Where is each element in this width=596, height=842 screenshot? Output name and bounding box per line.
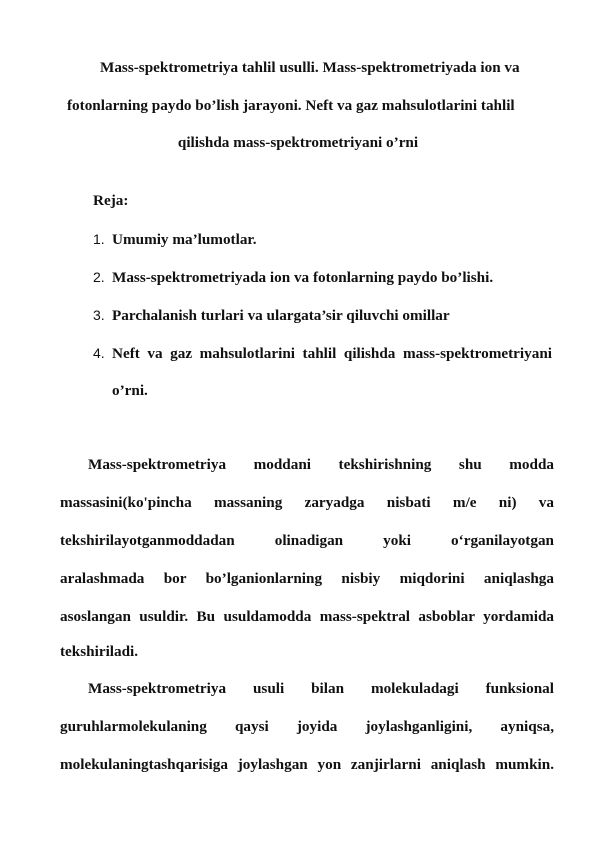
plan-item-2 xyxy=(93,267,553,288)
plan-item-number: 1. xyxy=(93,231,105,247)
paragraph-line: tekshiriladi. xyxy=(60,643,139,660)
plan-item-number: 2. xyxy=(93,269,105,285)
plan-item-3 xyxy=(93,305,553,326)
plan-item-text: Mass-spektrometriyada ion va fotonlarning paydo bo’lishi. xyxy=(112,269,494,286)
plan-item-1 xyxy=(93,229,553,250)
plan-item-4 xyxy=(93,343,553,364)
plan-heading: Reja: xyxy=(93,192,129,209)
paragraph-line: aralashmada bor bo’lganionlarning nisbiy miqdorini aniqlashga xyxy=(60,570,554,587)
paragraph-line: Mass-spektrometriya usuli bilan molekuladagi funksional xyxy=(88,680,554,697)
title-line-1: Mass-spektrometriya tahlil usulli. Mass-spektrometriyada ion va xyxy=(100,59,520,76)
plan-item-number: 4. xyxy=(93,345,105,361)
plan-item-text: Parchalanish turlari va ulargata’sir qiluvchi omillar xyxy=(112,307,450,324)
plan-item-4-continuation: o’rni. xyxy=(112,382,148,399)
paragraph-line: Mass-spektrometriya moddani tekshirishning shu modda xyxy=(88,456,554,473)
paragraph-line: molekulaningtashqarisiga joylashgan yon zanjirlarni aniqlash mumkin. xyxy=(60,756,554,773)
paragraph-line: tekshirilayotganmoddadan olinadigan yoki o‘rganilayotgan xyxy=(60,532,554,549)
plan-item-text: Neft va gaz mahsulotlarini tahlil qilishda mass-spektrometriyani xyxy=(112,345,552,362)
paragraph-line: asoslangan usuldir. Bu usuldamodda mass-spektral asboblar yordamida xyxy=(60,608,554,625)
paragraph-line: guruhlarmolekulaning qaysi joyida joylashganligini, ayniqsa, xyxy=(60,718,554,735)
title-line-3: qilishda mass-spektrometriyani o’rni xyxy=(177,134,419,151)
title-line-2: fotonlarning paydo bo’lish jarayoni. Neft va gaz mahsulotlarini tahlil xyxy=(67,97,515,114)
plan-item-text: Umumiy ma’lumotlar. xyxy=(112,231,257,248)
paragraph-line: massasini(ko'pincha massaning zaryadga nisbati m/e ni) va xyxy=(60,494,554,511)
plan-item-number: 3. xyxy=(93,307,105,323)
